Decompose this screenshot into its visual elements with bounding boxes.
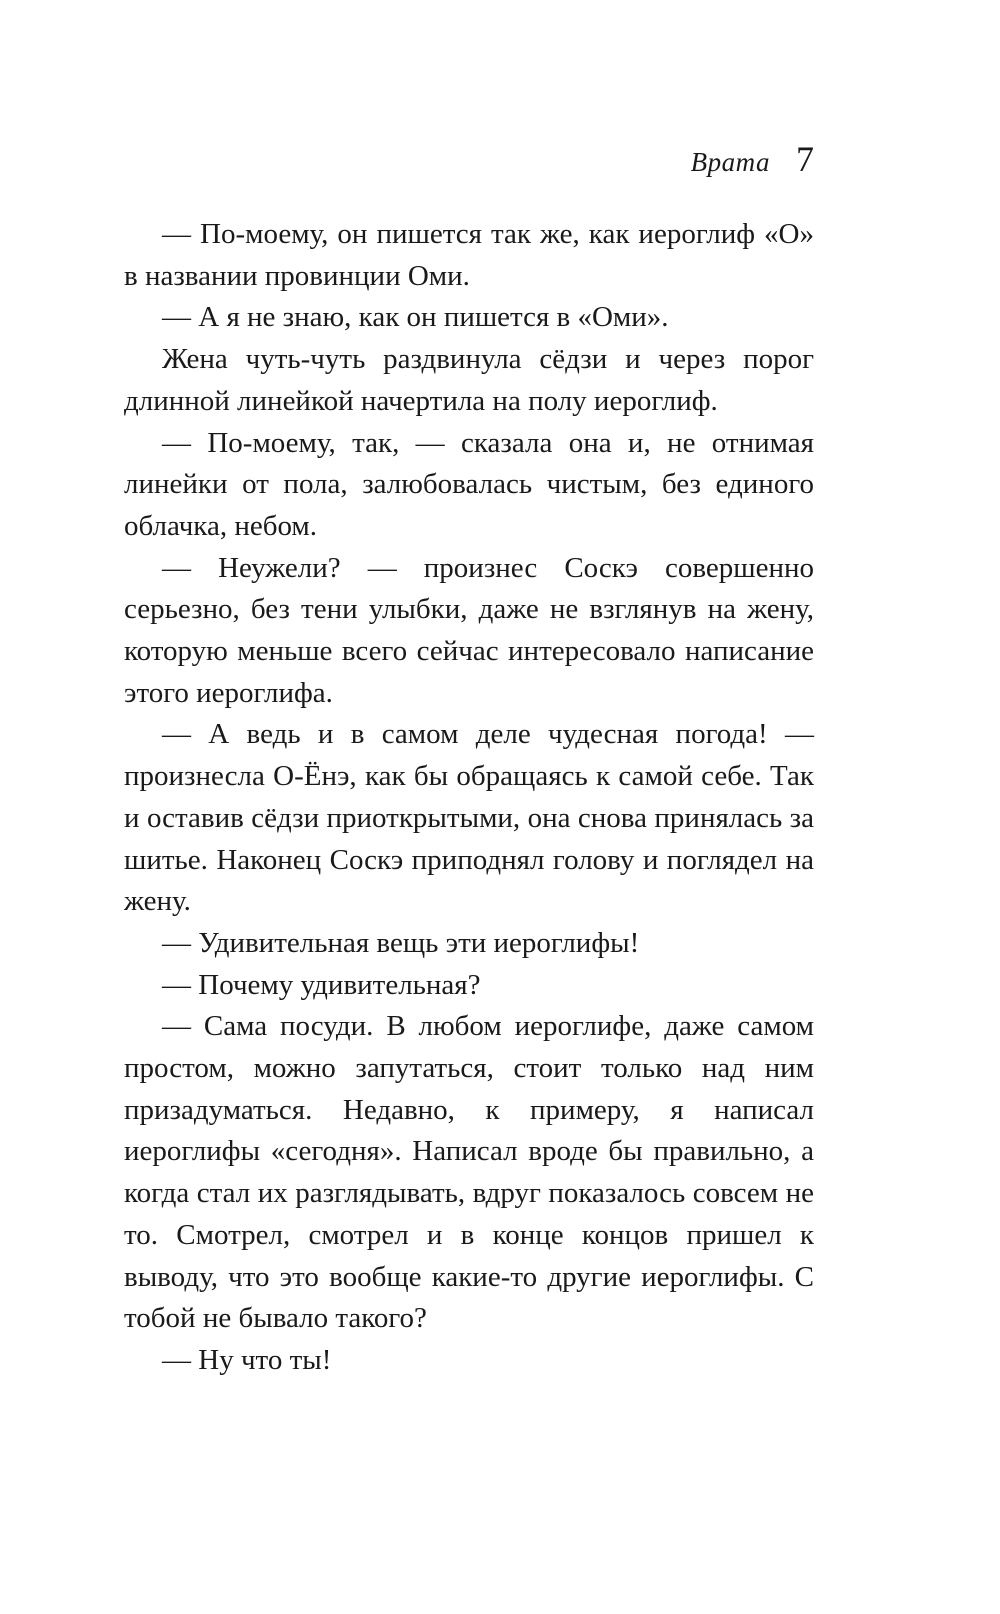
running-title: Врата xyxy=(690,147,770,177)
paragraph: — Сама посуди. В любом иероглифе, даже самом простом, можно запутаться, стоит только над ним призадуматься. Недавно, к примеру, я написал иероглифы «сегодня». Написал вроде бы правильно, а когда стал их разглядывать, вдруг показалось совсем не то. Смотрел, смотрел и в конце концов пришел к выводу, что это вообще какие-то другие иероглифы. С тобой не бывало такого? xyxy=(124,1010,814,1335)
paragraph: — Почему удивительная? xyxy=(162,968,481,1001)
paragraph: Жена чуть-чуть раздвинула сёдзи и через порог длинной линейкой начертила на полу иероглиф. xyxy=(124,343,814,417)
paragraph: — По-моему, так, — сказала она и, не отнимая линейки от пола, залюбовалась чистым, без единого облачка, небом. xyxy=(124,426,814,542)
running-head xyxy=(691,138,814,180)
paragraph: — Ну что ты! xyxy=(162,1343,332,1376)
body-text xyxy=(124,214,814,1382)
page-number: 7 xyxy=(796,139,814,179)
paragraph: — По-моему, он пишется так же, как иероглиф «О» в названии провинции Оми. xyxy=(124,218,814,292)
paragraph: — А я не знаю, как он пишется в «Оми». xyxy=(162,301,669,334)
paragraph: — Удивительная вещь эти иероглифы! xyxy=(162,926,640,959)
paragraph: — А ведь и в самом деле чудесная погода! — произнесла О-Ёнэ, как бы обращаясь к самой себе. Так и оставив сёдзи приоткрытыми, она снова принялась за шитье. Наконец Соскэ приподнял голову и поглядел на жену. xyxy=(124,718,814,918)
paragraph: — Неужели? — произнес Соскэ совершенно серьезно, без тени улыбки, даже не взглянув на жену, которую меньше всего сейчас интересовало написание этого иероглифа. xyxy=(124,551,814,709)
